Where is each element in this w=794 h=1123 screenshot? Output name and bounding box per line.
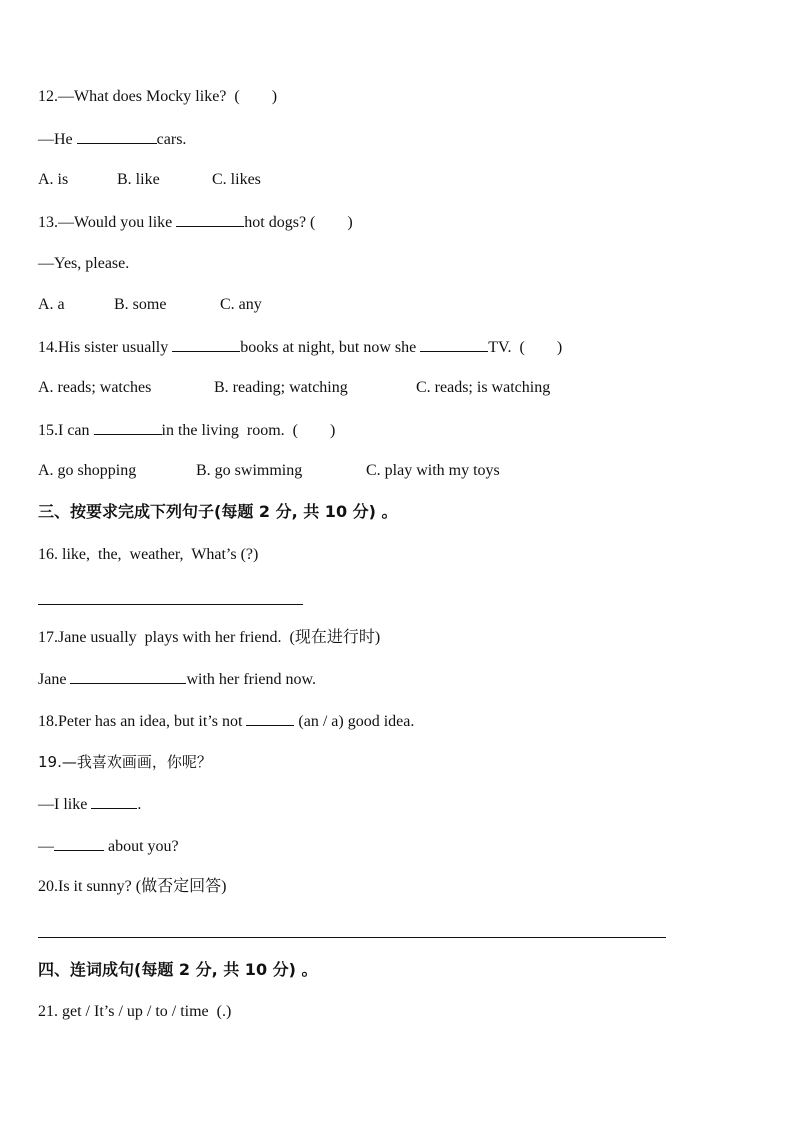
question-14-text-middle: books at night, but now she <box>240 339 421 356</box>
answer-blank[interactable] <box>94 420 162 435</box>
option-b: B. like <box>117 171 160 188</box>
answer-blank[interactable] <box>77 129 157 144</box>
question-18-stem <box>38 711 414 731</box>
question-15-text-prefix: 15.I can <box>38 422 94 439</box>
question-16-stem: 16. like, the, weather, What’s (?) <box>38 546 259 563</box>
question-18-text-suffix: (an / a) good idea. <box>294 713 415 730</box>
question-13-stem <box>38 212 353 232</box>
question-19-line3 <box>38 836 179 856</box>
option-b: B. some <box>114 296 167 313</box>
question-17-stem: 17.Jane usually plays with her friend. (现在进行时) <box>38 629 381 646</box>
option-c: C. reads; is watching <box>416 379 551 396</box>
question-12-text: 12.—What does Mocky like? ( ) <box>38 88 278 105</box>
question-14-text-prefix: 14.His sister usually <box>38 339 173 356</box>
option-b: B. reading; watching <box>214 379 348 396</box>
question-19-line3-suffix: about you? <box>104 838 179 855</box>
answer-blank[interactable] <box>246 711 294 726</box>
question-21-stem: 21. get / It’s / up / to / time (.) <box>38 1003 232 1020</box>
answer-blank[interactable] <box>54 836 104 851</box>
question-19-line2 <box>38 794 141 814</box>
answer-blank[interactable] <box>420 337 488 352</box>
answer-blank[interactable] <box>70 669 186 684</box>
question-17-line2-prefix: Jane <box>38 671 71 688</box>
question-13-options <box>38 295 638 315</box>
option-a: A. go shopping <box>38 462 137 479</box>
question-12-answer-line <box>38 129 186 149</box>
question-17-answer-line <box>38 669 316 689</box>
option-c: C. any <box>220 296 262 313</box>
option-a: A. is <box>38 171 69 188</box>
question-13-response: —Yes, please. <box>38 255 130 272</box>
option-b: B. go swimming <box>196 462 303 479</box>
question-12-line2-prefix: —He <box>38 131 77 148</box>
section-3-heading: 三、按要求完成下列句子(每题 2 分, 共 10 分) 。 <box>38 502 398 521</box>
question-13-text-suffix: hot dogs? ( ) <box>244 214 353 231</box>
question-14-stem <box>38 337 562 357</box>
answer-blank[interactable] <box>172 337 240 352</box>
option-c: C. play with my toys <box>366 462 500 479</box>
section-4-heading: 四、连词成句(每题 2 分, 共 10 分) 。 <box>38 960 318 979</box>
question-19-stem: 19.—我喜欢画画，你呢？ <box>38 753 212 771</box>
answer-line[interactable] <box>38 937 666 938</box>
option-a: A. a <box>38 296 65 313</box>
question-19-line2-prefix: —I like <box>38 796 92 813</box>
question-19-line2-suffix: . <box>137 796 142 813</box>
option-a: A. reads; watches <box>38 379 152 396</box>
answer-blank[interactable] <box>91 794 137 809</box>
question-15-options <box>38 461 678 481</box>
answer-line[interactable] <box>38 604 303 605</box>
question-12-stem <box>38 87 277 107</box>
question-19-line3-prefix: — <box>38 838 54 855</box>
question-12-line2-suffix: cars. <box>156 131 187 148</box>
question-13-text-prefix: 13.—Would you like <box>38 214 177 231</box>
question-18-text-prefix: 18.Peter has an idea, but it’s not <box>38 713 247 730</box>
question-20-stem: 20.Is it sunny? (做否定回答) <box>38 878 227 895</box>
question-12-options <box>38 170 638 190</box>
answer-blank[interactable] <box>176 212 244 227</box>
question-15-text-suffix: in the living room. ( ) <box>161 422 336 439</box>
question-17-line2-suffix: with her friend now. <box>186 671 317 688</box>
option-c: C. likes <box>212 171 261 188</box>
question-15-stem <box>38 420 335 440</box>
question-14-options <box>38 378 678 398</box>
question-14-text-suffix: TV. ( ) <box>488 339 563 356</box>
